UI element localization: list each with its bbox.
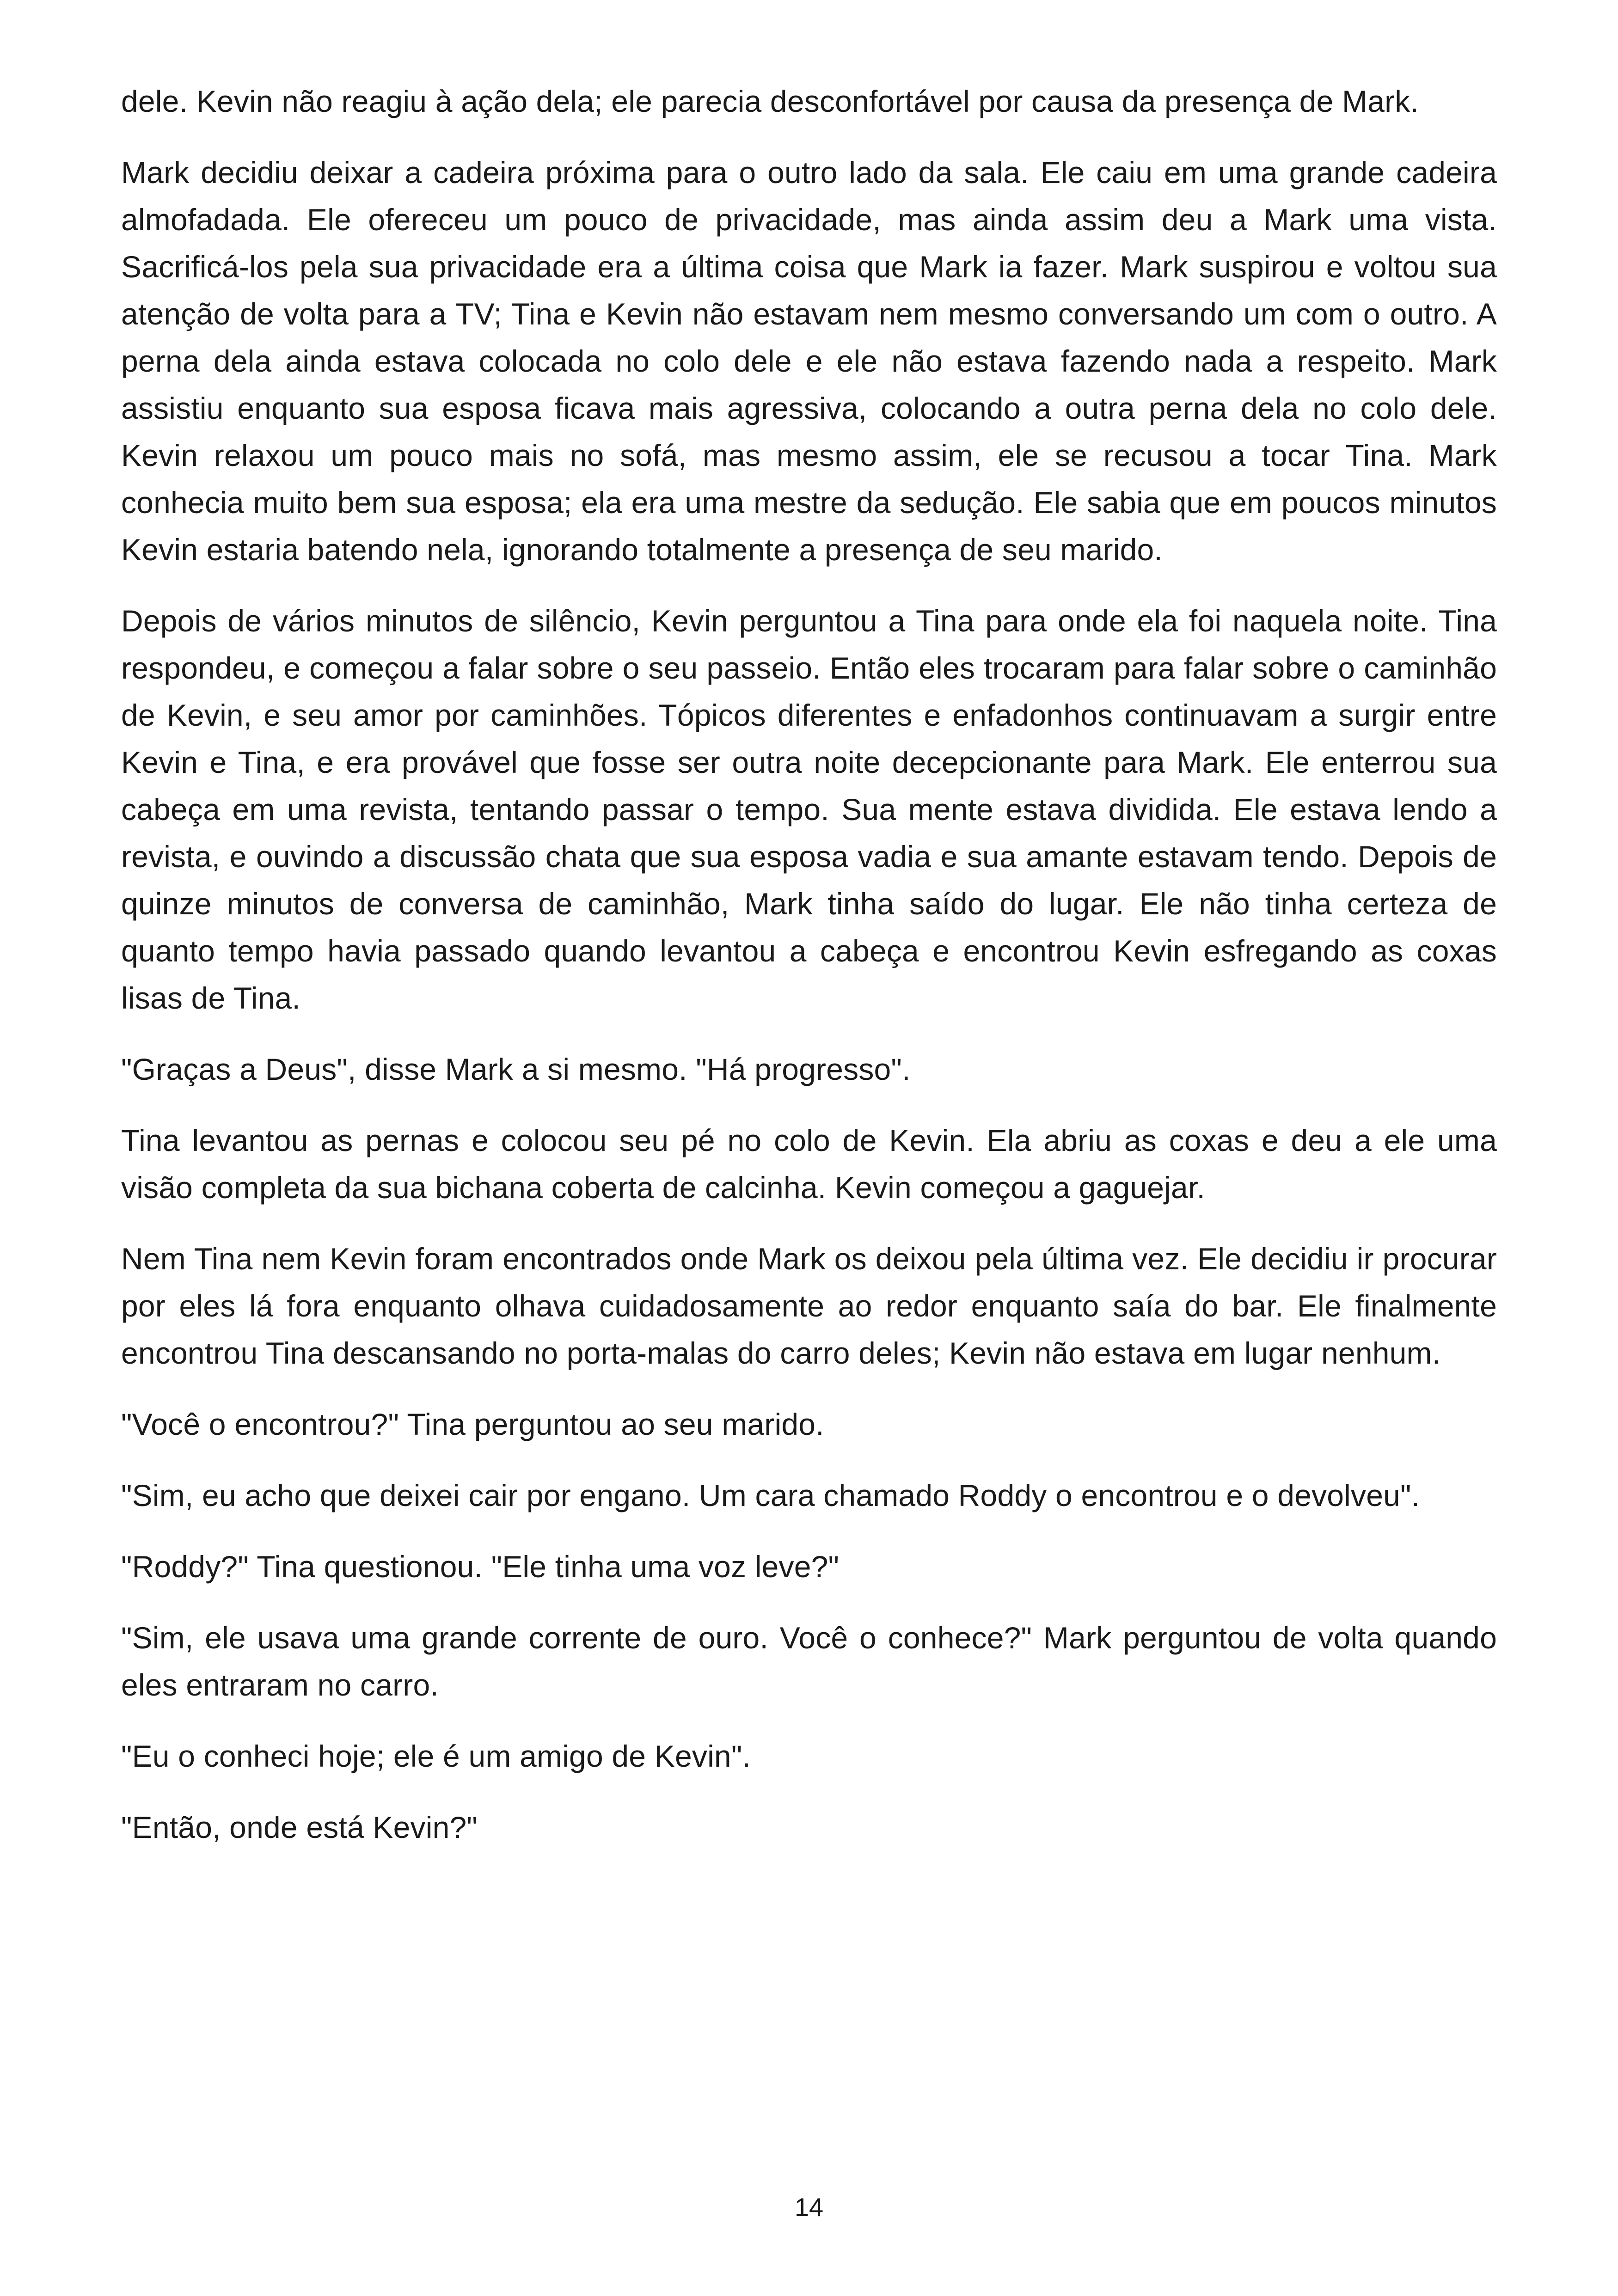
- paragraph-2: Mark decidiu deixar a cadeira próxima para o outro lado da sala. Ele caiu em uma grande cadeira almofadada. Ele ofereceu um pouco de privacidade, mas ainda assim deu a Mark uma vista. Sacrificá-los pela sua privacidade era a última coisa que Mark ia fazer. Mark suspirou e voltou sua atenção de volta para a TV; Tina e Kevin não estavam nem mesmo conversando um com o outro. A perna dela ainda estava colocada no colo dele e ele não estava fazendo nada a respeito. Mark assistiu enquanto sua esposa ficava mais agressiva, colocando a outra perna dela no colo dele. Kevin relaxou um pouco mais no sofá, mas mesmo assim, ele se recusou a tocar Tina. Mark conhecia muito bem sua esposa; ela era uma mestre da sedução. Ele sabia que em poucos minutos Kevin estaria batendo nela, ignorando totalmente a presença de seu marido.: [121, 155, 1497, 567]
- paragraph-8: "Sim, eu acho que deixei cair por engano. Um cara chamado Roddy o encontrou e o devolveu".: [121, 1478, 1420, 1512]
- paragraph-1: dele. Kevin não reagiu à ação dela; ele parecia desconfortável por causa da presença de Mark.: [121, 84, 1419, 118]
- paragraph-5: Tina levantou as pernas e colocou seu pé no colo de Kevin. Ela abriu as coxas e deu a ele uma visão completa da sua bichana coberta de calcinha. Kevin começou a gaguejar.: [121, 1123, 1497, 1205]
- paragraph-6: Nem Tina nem Kevin foram encontrados onde Mark os deixou pela última vez. Ele decidiu ir procurar por eles lá fora enquanto olhava cuidadosamente ao redor enquanto saía do bar. Ele finalmente encontrou Tina descansando no porta-malas do carro deles; Kevin não estava em lugar nenhum.: [121, 1242, 1497, 1370]
- paragraph-11: "Eu o conheci hoje; ele é um amigo de Kevin".: [121, 1739, 751, 1773]
- paragraph-3: Depois de vários minutos de silêncio, Kevin perguntou a Tina para onde ela foi naquela noite. Tina respondeu, e começou a falar sobre o seu passeio. Então eles trocaram para falar sobre o caminhão de Kevin, e seu amor por caminhões. Tópicos diferentes e enfadonhos continuavam a surgir entre Kevin e Tina, e era provável que fosse ser outra noite decepcionante para Mark. Ele enterrou sua cabeça em uma revista, tentando passar o tempo. Sua mente estava dividida. Ele estava lendo a revista, e ouvindo a discussão chata que sua esposa vadia e sua amante estavam tendo. Depois de quinze minutos de conversa de caminhão, Mark tinha saído do lugar. Ele não tinha certeza de quanto tempo havia passado quando levantou a cabeça e encontrou Kevin esfregando as coxas lisas de Tina.: [121, 604, 1497, 1015]
- paragraph-12: "Então, onde está Kevin?": [121, 1810, 478, 1844]
- page-number: 14: [794, 2192, 824, 2222]
- paragraph-9: "Roddy?" Tina questionou. "Ele tinha uma voz leve?": [121, 1549, 840, 1584]
- page-body: [121, 78, 1497, 1875]
- paragraph-10: "Sim, ele usava uma grande corrente de ouro. Você o conhece?" Mark perguntou de volta quando eles entraram no carro.: [121, 1621, 1497, 1702]
- paragraph-4: "Graças a Deus", disse Mark a si mesmo. "Há progresso".: [121, 1052, 911, 1086]
- paragraph-7: "Você o encontrou?" Tina perguntou ao seu marido.: [121, 1407, 824, 1441]
